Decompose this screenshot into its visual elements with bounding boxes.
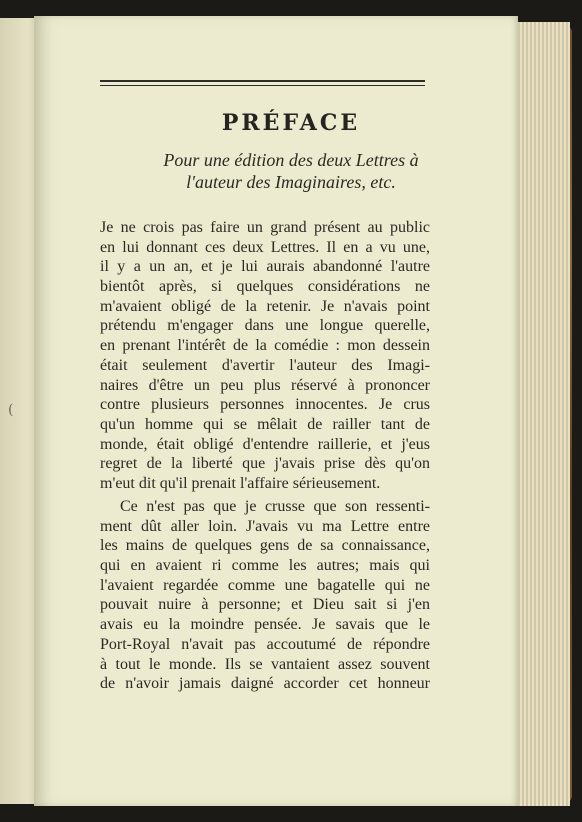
text-line: Ce n'est pas que je crusse que son ressenti- [120,498,430,515]
text-line: naires d'être un peu plus réservé à prononcer [100,376,430,394]
text-line: en lui donnant ces deux Lettres. Il en a vu une, [100,238,430,256]
text-line: bientôt après, si quelques considérations ne [100,278,430,296]
text-line: à tout le monde. Ils se vantaient assez souvent [100,655,430,673]
text-line: prétendu m'engager dans une longue querelle, [100,317,430,335]
text-line: monde, était obligé d'entendre raillerie, et j'eus [100,435,430,453]
text-line: Port-Royal n'avait pas accoutumé de répondre [100,635,430,653]
paragraph-1 [100,218,430,494]
text-line: en prenant l'intérêt de la comédie : mon dessein [100,337,430,355]
text-line: les mains de quelques gens de sa connaissance, [100,537,430,555]
text-line: contre plusieurs personnes innocentes. Je crus [100,396,430,414]
text-line: l'avaient regardée comme une bagatelle qui ne [100,576,430,594]
text-line: Je ne crois pas faire un grand présent au public [100,219,430,236]
text-line: m'avaient obligé de la retenir. Je n'avais point [100,297,430,315]
text-line: il y a un an, et je lui aurais abandonné l'autre [100,258,430,276]
paragraph-2 [100,497,430,694]
text-line: qu'un homme qui se mêlait de railler tant de [100,415,430,433]
text-line: pouvait nuire à personne; et Dieu sait si j'en [100,596,430,614]
text-line: de n'avoir jamais daigné accorder cet honneur [100,675,430,693]
margin-mark: ( [8,402,14,418]
page-heading: PRÉFACE [221,110,361,136]
subtitle-line-2: l'auteur des Imaginaires, etc. [186,172,396,192]
subtitle-line-1: Pour une édition des deux Lettres à [163,150,419,170]
text-line: ment dût aller loin. J'avais vu ma Lettre entre [100,517,430,535]
text-line: regret de la liberté que j'avais prise dès qu'on [100,455,430,473]
header-rule [100,80,425,86]
text-line: qui en avaient ri comme les autres; mais qui [100,557,430,575]
text-line: avais eu la moindre pensée. Je savais que le [100,616,430,634]
text-line: m'eut dit qu'il prenait l'affaire sérieusement. [100,474,381,492]
text-line: était seulement d'avertir l'auteur des Imagi- [100,356,430,374]
